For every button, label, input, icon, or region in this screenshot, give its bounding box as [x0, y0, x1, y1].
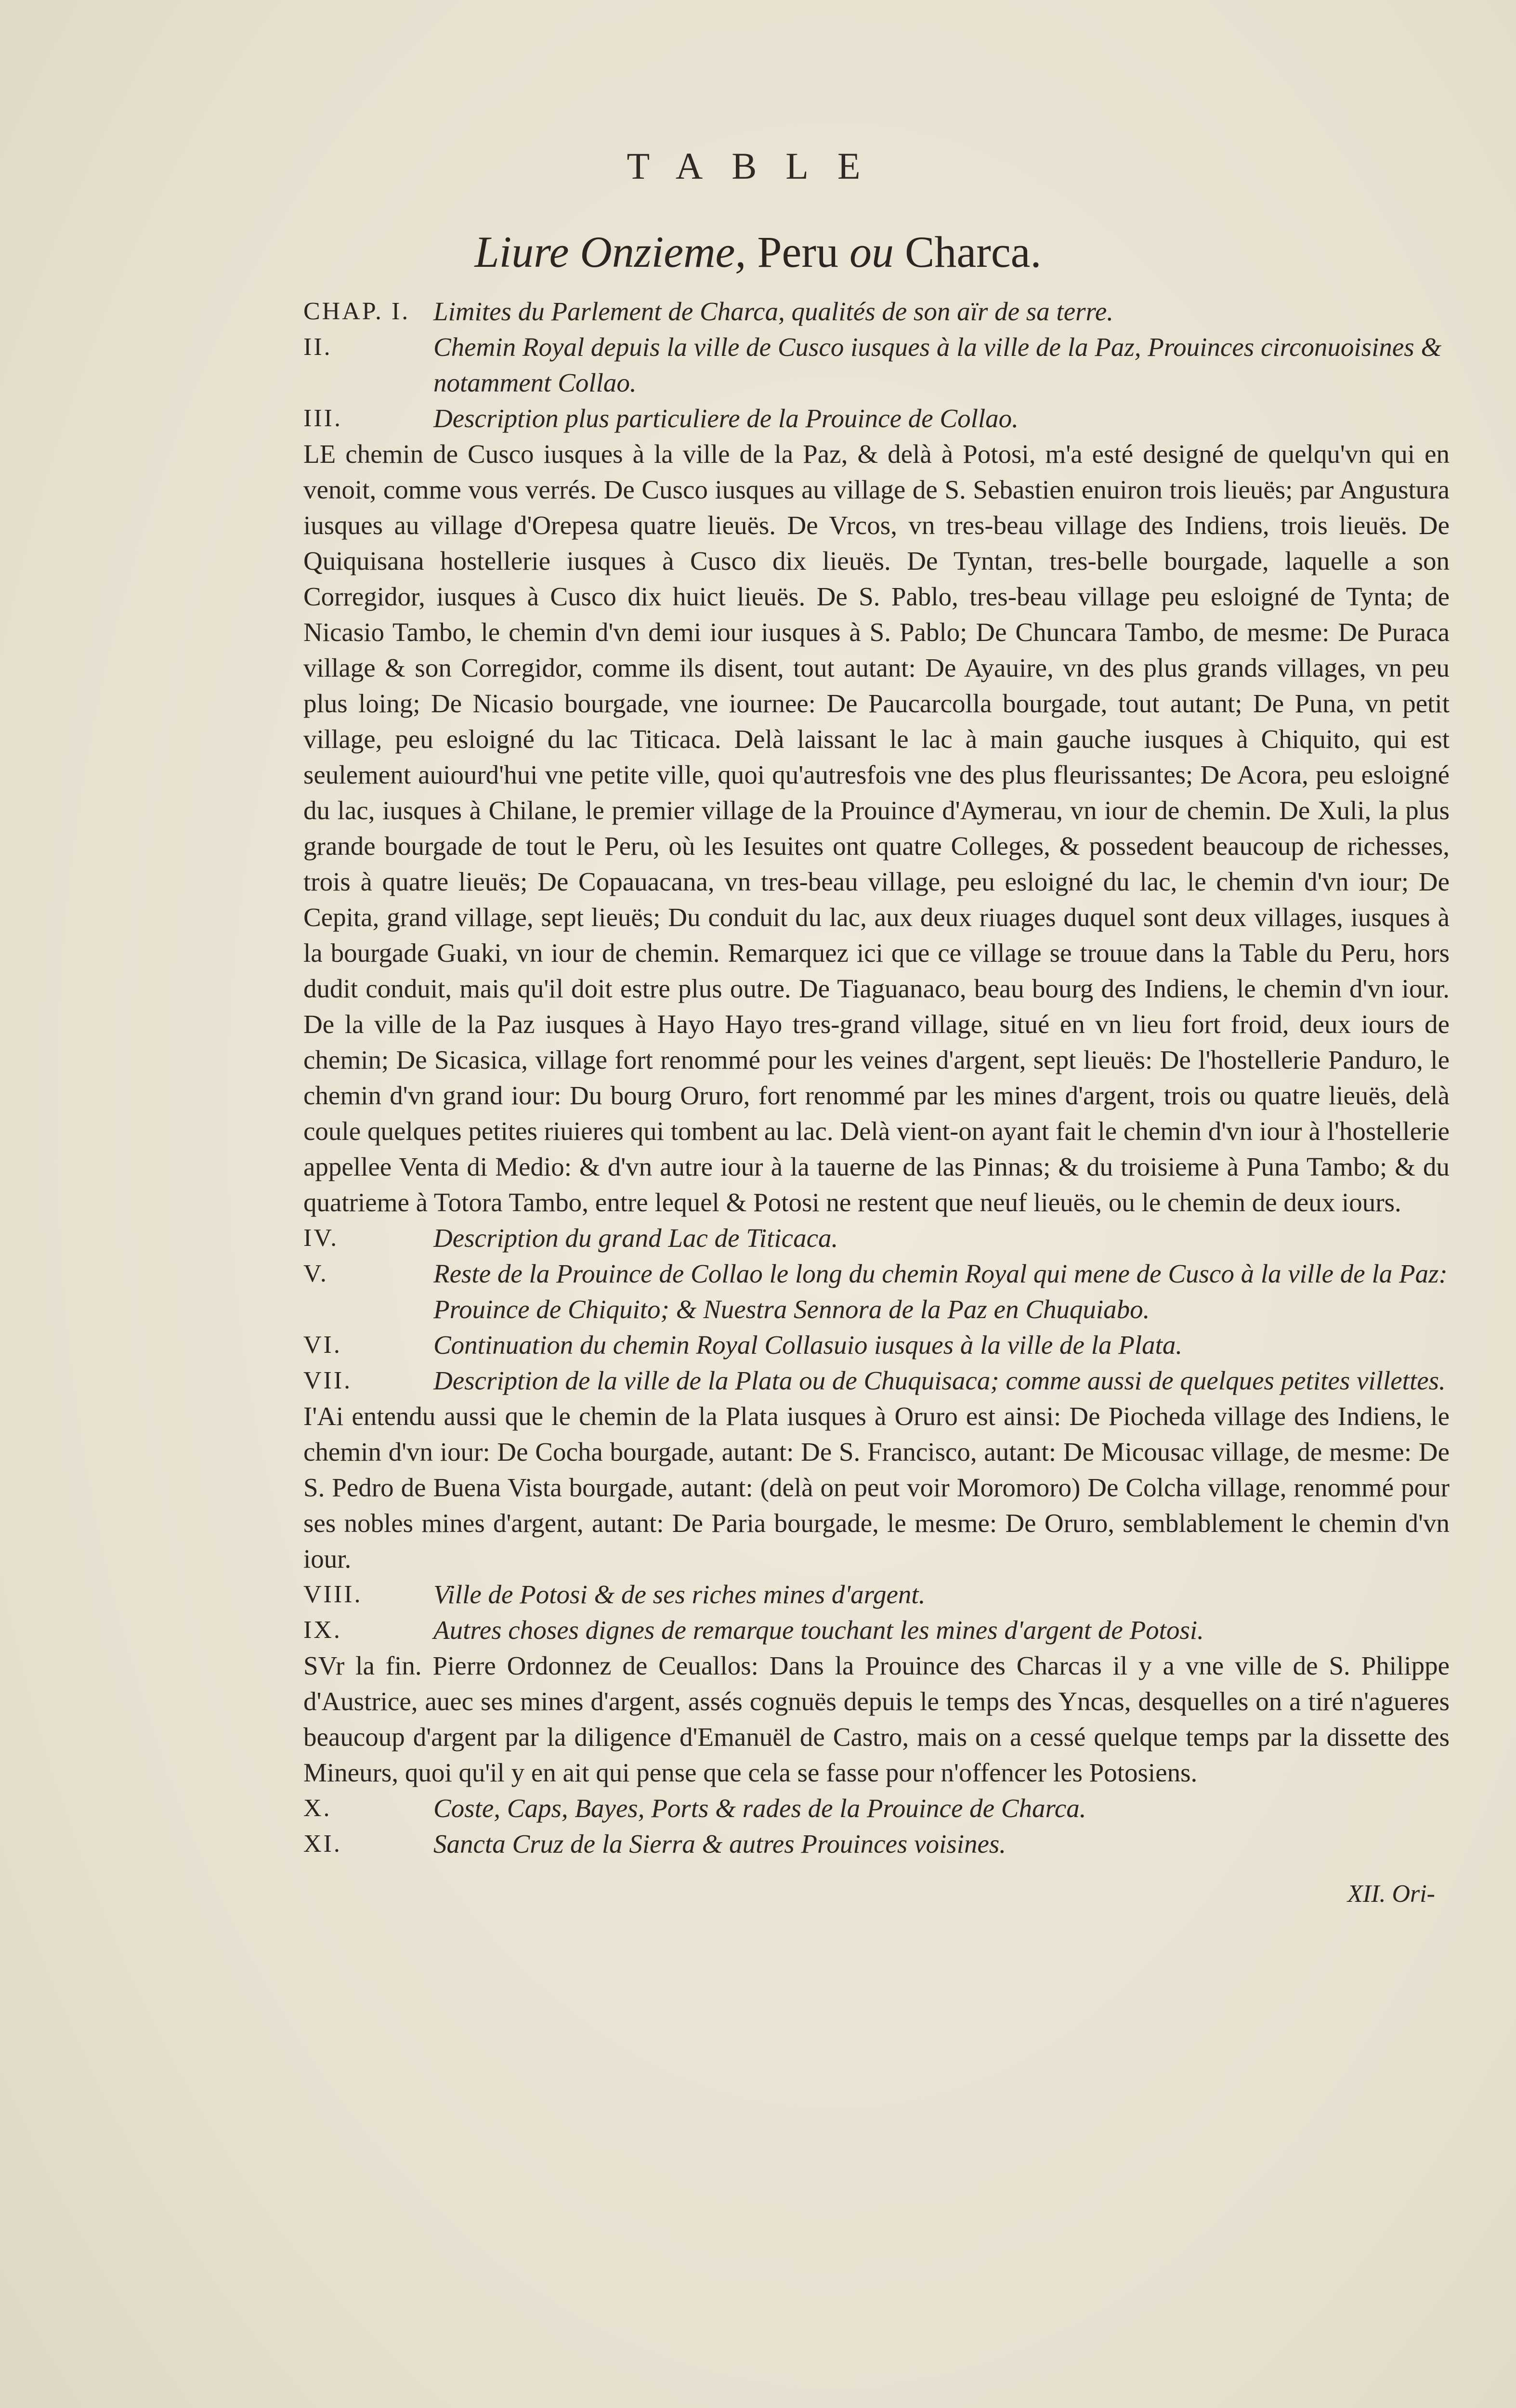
chapter-text: Autres choses dignes de remarque touchant les mines d'argent de Potosi. [433, 1615, 1204, 1645]
chapter-entry [303, 1327, 1450, 1363]
chapter-number: XI. [303, 1830, 342, 1858]
chapter-number: VIII. [303, 1581, 363, 1608]
paragraph-ordonnez: SVr la fin. Pierre Ordonnez de Ceuallos: Dans la Prouince des Charcas il y a vne ville de S. Philippe d'Austrice, auec ses mines d'argent, assés cognuës depuis le temps des Yncas, desquelles on a tiré n'agueres beaucoup d'argent par la diligence d'Emanuël de Castro, mais on a cessé quelque temps par la dissette des Mineurs, quoi qu'il y en ait qui pense que cela se fasse pour n'offencer les Potosiens. [303, 1651, 1450, 1787]
chapter-entry [303, 1363, 1450, 1399]
chapter-number: III. [303, 405, 342, 432]
chapter-entry [303, 1791, 1450, 1826]
chapter-entry [303, 294, 1450, 329]
catchword: XII. Ori- [1347, 1880, 1435, 1908]
chapter-text: Continuation du chemin Royal Collasuio iusques à la ville de la Plata. [433, 1330, 1183, 1360]
chapter-number: II. [303, 333, 332, 361]
chapter-number: IX. [303, 1616, 342, 1644]
chapter-entry [303, 1256, 1450, 1327]
running-title: TABLE [627, 145, 889, 187]
chapter-text: Description du grand Lac de Titicaca. [433, 1223, 838, 1253]
book-title-region: Charca. [904, 227, 1042, 276]
chapter-text: Description de la ville de la Plata ou de Chuquisaca; comme aussi de quelques petites villettes. [433, 1366, 1446, 1395]
chapter-text: Reste de la Prouince de Collao le long du chemin Royal qui mene de Cusco à la ville de la Paz: Prouince de Chiquito; & Nuestra Sennora de la Paz en Chuquiabo. [433, 1259, 1448, 1324]
book-title-roman: Peru [757, 227, 838, 276]
chapter-entry [303, 1612, 1450, 1648]
chapter-number: X. [303, 1794, 332, 1822]
chapter-number: VII. [303, 1367, 353, 1394]
chapter-number: IV. [303, 1224, 339, 1252]
book-title-or: ou [849, 227, 894, 276]
chapter-entry [303, 1826, 1450, 1862]
chapter-text: Limites du Parlement de Charca, qualités de son aïr de sa terre. [433, 297, 1114, 326]
chapter-number: V. [303, 1260, 328, 1287]
chapter-entry [303, 329, 1450, 401]
paragraph-route-plata-oruro: I'Ai entendu aussi que le chemin de la Plata iusques à Oruro est ainsi: De Piocheda village des Indiens, le chemin d'vn iour: De Cocha bourgade, autant: De S. Francisco, autant: De Micousac village, de mesme: De S. Pedro de Buena Vista bourgade, autant: (delà on peut voir Moromoro) De Colcha village, renommé pour ses nobles mines d'argent, autant: De Paria bourgade, le mesme: De Oruro, semblablement le chemin d'vn iour. [303, 1401, 1450, 1573]
chapter-entry [303, 1577, 1450, 1612]
chapter-entry [303, 401, 1450, 436]
chapter-text: Chemin Royal depuis la ville de Cusco iusques à la ville de la Paz, Prouinces circonuoisines & notamment Collao. [433, 332, 1442, 397]
chapter-number: VI. [303, 1331, 342, 1359]
chapter-text: Coste, Caps, Bayes, Ports & rades de la Prouince de Charca. [433, 1793, 1086, 1823]
book-title-italic: Liure Onzieme, [474, 227, 746, 276]
chapter-entry [303, 1220, 1450, 1256]
chapter-text: Sancta Cruz de la Sierra & autres Prouinces voisines. [433, 1829, 1006, 1858]
table-body [303, 294, 1450, 1912]
book-title [0, 226, 1516, 277]
chapter-text: Ville de Potosi & de ses riches mines d'argent. [433, 1580, 926, 1609]
chapter-text: Description plus particuliere de la Prouince de Collao. [433, 404, 1019, 433]
paragraph-route-cusco-potosi: LE chemin de Cusco iusques à la ville de la Paz, & delà à Potosi, m'a esté designé de quelqu'vn qui en venoit, comme vous verrés. De Cusco iusques au village de S. Sebastien enuiron trois lieuës; par Angustura iusques au village d'Orepesa quatre lieuës. De Vrcos, vn tres-beau village des Indiens, trois lieuës. De Quiquisana hostellerie iusques à Cusco dix lieuës. De Tyntan, tres-belle bourgade, laquelle a son Corregidor, iusques à Cusco dix huict lieuës. De S. Pablo, tres-beau village peu esloigné de Tynta; de Nicasio Tambo, le chemin d'vn demi iour iusques à S. Pablo; De Chuncara Tambo, de mesme: De Puraca village & son Corregidor, comme ils disent, tout autant: De Ayauire, vn des plus grands villages, vn peu plus loing; De Nicasio bourgade, vne iournee: De Paucarcolla bourgade, tout autant; De Puna, vn petit village, peu esloigné du lac Titicaca. Delà laissant le lac à main gauche iusques à Chiquito, qui est seulement auiourd'hui vne petite ville, quoi qu'autresfois vne des plus fleurissantes; De Acora, peu esloigné du lac, iusques à Chilane, le premier village de la Prouince d'Aymerau, vn iour de chemin. De Xuli, la plus grande bourgade de tout le Peru, où les Iesuites ont quatre Colleges, & possedent beaucoup de richesses, trois à quatre lieuës; De Copauacana, vn tres-beau village, peu esloigné du lac, le chemin d'vn iour; De Cepita, grand village, sept lieuës; Du conduit du lac, aux deux riuages duquel sont deux villages, iusques à la bourgade Guaki, vn iour de chemin. Remarquez ici que ce village se trouue dans la Table du Peru, hors dudit conduit, mais qu'il doit estre plus outre. De Tiaguanaco, beau bourg des Indiens, le chemin d'vn iour. De la ville de la Paz iusques à Hayo Hayo tres-grand village, situé en vn lieu fort froid, deux iours de chemin; De Sicasica, village fort renommé pour les veines d'argent, sept lieuës: De l'hostellerie Panduro, le chemin d'vn grand iour: Du bourg Oruro, fort renommé par les mines d'argent, trois ou quatre lieuës, delà coule quelques petites riuieres qui tombent au lac. Delà vient-on ayant fait le chemin d'vn iour à l'hostellerie appellee Venta di Medio: & d'vn autre iour à la tauerne de las Pinnas; & du troisieme à Puna Tambo; & du quatrieme à Totora Tambo, entre lequel & Potosi ne restent que neuf lieuës, ou le chemin de deux iours. [303, 439, 1450, 1217]
chapter-number: CHAP. I. [303, 298, 410, 325]
